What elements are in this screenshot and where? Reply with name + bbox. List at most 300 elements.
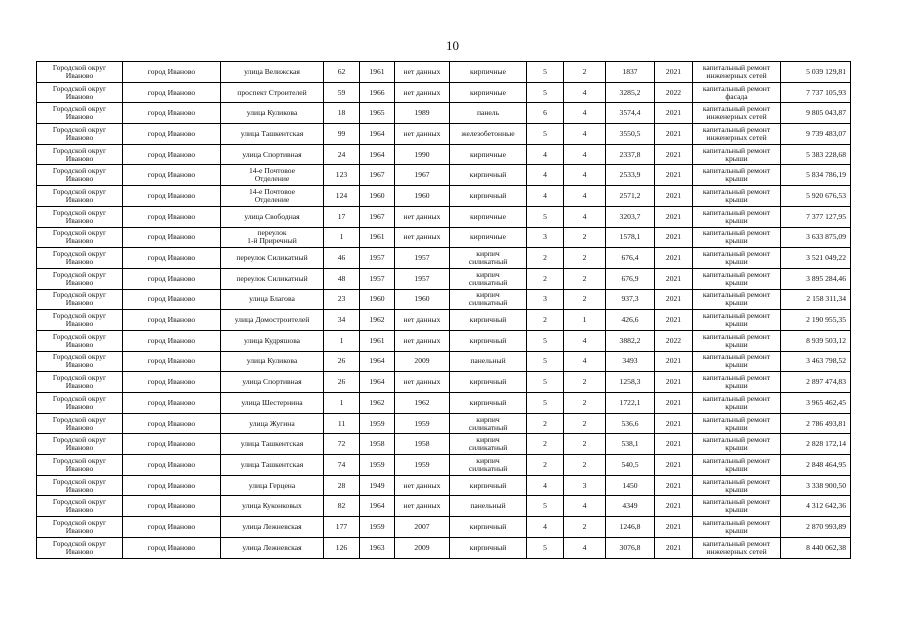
cost-cell: 7 737 105,93: [781, 82, 851, 103]
street-cell: 14-е Почтовое Отделение: [221, 165, 324, 186]
floors-cell: 4: [527, 186, 564, 207]
year-built-cell: 1959: [360, 413, 395, 434]
work-type-cell: капитальный ремонт крыши: [693, 330, 781, 351]
work-type-cell: капитальный ремонт крыши: [693, 310, 781, 331]
work-type-cell: капитальный ремонт крыши: [693, 434, 781, 455]
work-type-cell: капитальный ремонт крыши: [693, 496, 781, 517]
plan-year-cell: 2021: [655, 144, 693, 165]
work-type-cell: капитальный ремонт крыши: [693, 289, 781, 310]
work-type-cell: капитальный ремонт крыши: [693, 248, 781, 269]
area-cell: 937,3: [606, 289, 655, 310]
settlement-cell: город Иваново: [123, 103, 221, 124]
settlement-cell: город Иваново: [123, 517, 221, 538]
table-row: [37, 144, 851, 165]
street-cell: улица Шестернина: [221, 393, 324, 414]
house-number-cell: 23: [324, 289, 360, 310]
plan-year-cell: 2021: [655, 413, 693, 434]
year-repair-cell: 1957: [395, 248, 450, 269]
settlement-cell: город Иваново: [123, 186, 221, 207]
street-cell: переулок 1-й Приречный: [221, 227, 324, 248]
table-row: [37, 537, 851, 558]
entrances-cell: 4: [564, 124, 606, 145]
year-built-cell: 1964: [360, 496, 395, 517]
house-number-cell: 1: [324, 227, 360, 248]
table-row: [37, 227, 851, 248]
plan-year-cell: 2021: [655, 248, 693, 269]
entrances-cell: 2: [564, 413, 606, 434]
house-number-cell: 18: [324, 103, 360, 124]
entrances-cell: 2: [564, 289, 606, 310]
plan-year-cell: 2021: [655, 289, 693, 310]
settlement-cell: город Иваново: [123, 268, 221, 289]
settlement-cell: город Иваново: [123, 537, 221, 558]
table-row: [37, 517, 851, 538]
wall-material-cell: кирпич силикатный: [450, 248, 527, 269]
street-cell: улица Благова: [221, 289, 324, 310]
plan-year-cell: 2021: [655, 206, 693, 227]
floors-cell: 5: [527, 206, 564, 227]
house-number-cell: 46: [324, 248, 360, 269]
district-cell: Городской округ Иваново: [37, 103, 123, 124]
table-row: [37, 372, 851, 393]
settlement-cell: город Иваново: [123, 372, 221, 393]
year-repair-cell: 1967: [395, 165, 450, 186]
cost-cell: 2 158 311,34: [781, 289, 851, 310]
district-cell: Городской округ Иваново: [37, 537, 123, 558]
settlement-cell: город Иваново: [123, 144, 221, 165]
area-cell: 1450: [606, 475, 655, 496]
floors-cell: 3: [527, 289, 564, 310]
settlement-cell: город Иваново: [123, 248, 221, 269]
wall-material-cell: кирпич силикатный: [450, 434, 527, 455]
district-cell: Городской округ Иваново: [37, 475, 123, 496]
wall-material-cell: кирпич силикатный: [450, 413, 527, 434]
year-built-cell: 1957: [360, 248, 395, 269]
area-cell: 540,5: [606, 455, 655, 476]
wall-material-cell: панельный: [450, 496, 527, 517]
floors-cell: 6: [527, 103, 564, 124]
plan-year-cell: 2021: [655, 517, 693, 538]
area-cell: 2337,8: [606, 144, 655, 165]
year-repair-cell: 1989: [395, 103, 450, 124]
floors-cell: 2: [527, 413, 564, 434]
year-repair-cell: нет данных: [395, 82, 450, 103]
year-repair-cell: 1990: [395, 144, 450, 165]
cost-cell: 3 521 049,22: [781, 248, 851, 269]
work-type-cell: капитальный ремонт крыши: [693, 393, 781, 414]
cost-cell: 3 895 284,46: [781, 268, 851, 289]
floors-cell: 5: [527, 124, 564, 145]
work-type-cell: капитальный ремонт крыши: [693, 206, 781, 227]
floors-cell: 2: [527, 434, 564, 455]
wall-material-cell: железобетонные: [450, 124, 527, 145]
district-cell: Городской округ Иваново: [37, 268, 123, 289]
district-cell: Городской округ Иваново: [37, 393, 123, 414]
area-cell: 1258,3: [606, 372, 655, 393]
area-cell: 676,4: [606, 248, 655, 269]
entrances-cell: 2: [564, 455, 606, 476]
settlement-cell: город Иваново: [123, 62, 221, 83]
housing-repair-table: [36, 61, 851, 559]
year-repair-cell: 1960: [395, 289, 450, 310]
table-row: [37, 310, 851, 331]
house-number-cell: 11: [324, 413, 360, 434]
plan-year-cell: 2021: [655, 537, 693, 558]
house-number-cell: 34: [324, 310, 360, 331]
cost-cell: 5 834 786,19: [781, 165, 851, 186]
settlement-cell: город Иваново: [123, 206, 221, 227]
street-cell: улица Ташкентская: [221, 124, 324, 145]
house-number-cell: 177: [324, 517, 360, 538]
house-number-cell: 82: [324, 496, 360, 517]
year-built-cell: 1958: [360, 434, 395, 455]
table-row: [37, 330, 851, 351]
entrances-cell: 2: [564, 227, 606, 248]
floors-cell: 5: [527, 62, 564, 83]
street-cell: улица Велижская: [221, 62, 324, 83]
wall-material-cell: кирпичный: [450, 165, 527, 186]
year-built-cell: 1959: [360, 455, 395, 476]
area-cell: 3285,2: [606, 82, 655, 103]
district-cell: Городской округ Иваново: [37, 310, 123, 331]
work-type-cell: капитальный ремонт крыши: [693, 475, 781, 496]
area-cell: 3550,5: [606, 124, 655, 145]
work-type-cell: капитальный ремонт крыши: [693, 186, 781, 207]
district-cell: Городской округ Иваново: [37, 124, 123, 145]
entrances-cell: 1: [564, 310, 606, 331]
work-type-cell: капитальный ремонт крыши: [693, 351, 781, 372]
area-cell: 3493: [606, 351, 655, 372]
house-number-cell: 26: [324, 372, 360, 393]
floors-cell: 5: [527, 393, 564, 414]
area-cell: 536,6: [606, 413, 655, 434]
table-row: [37, 206, 851, 227]
floors-cell: 2: [527, 248, 564, 269]
entrances-cell: 4: [564, 206, 606, 227]
district-cell: Городской округ Иваново: [37, 206, 123, 227]
floors-cell: 5: [527, 496, 564, 517]
year-repair-cell: нет данных: [395, 372, 450, 393]
work-type-cell: капитальный ремонт крыши: [693, 413, 781, 434]
year-repair-cell: 1958: [395, 434, 450, 455]
plan-year-cell: 2021: [655, 165, 693, 186]
district-cell: Городской округ Иваново: [37, 165, 123, 186]
settlement-cell: город Иваново: [123, 413, 221, 434]
plan-year-cell: 2021: [655, 372, 693, 393]
wall-material-cell: кирпич силикатный: [450, 268, 527, 289]
table-body: [37, 62, 851, 559]
work-type-cell: капитальный ремонт инженерных сетей: [693, 103, 781, 124]
table-row: [37, 165, 851, 186]
house-number-cell: 74: [324, 455, 360, 476]
cost-cell: 3 463 798,52: [781, 351, 851, 372]
work-type-cell: капитальный ремонт крыши: [693, 455, 781, 476]
settlement-cell: город Иваново: [123, 124, 221, 145]
plan-year-cell: 2021: [655, 186, 693, 207]
cost-cell: 2 828 172,14: [781, 434, 851, 455]
street-cell: улица Спортивная: [221, 144, 324, 165]
entrances-cell: 4: [564, 82, 606, 103]
settlement-cell: город Иваново: [123, 82, 221, 103]
wall-material-cell: кирпичный: [450, 310, 527, 331]
wall-material-cell: кирпичный: [450, 372, 527, 393]
floors-cell: 4: [527, 144, 564, 165]
table-row: [37, 62, 851, 83]
house-number-cell: 123: [324, 165, 360, 186]
street-cell: улица Ташкентская: [221, 455, 324, 476]
plan-year-cell: 2021: [655, 351, 693, 372]
cost-cell: 2 870 993,89: [781, 517, 851, 538]
plan-year-cell: 2021: [655, 268, 693, 289]
street-cell: улица Лежневская: [221, 537, 324, 558]
district-cell: Городской округ Иваново: [37, 186, 123, 207]
plan-year-cell: 2021: [655, 434, 693, 455]
cost-cell: 4 312 642,36: [781, 496, 851, 517]
work-type-cell: капитальный ремонт инженерных сетей: [693, 537, 781, 558]
settlement-cell: город Иваново: [123, 165, 221, 186]
entrances-cell: 4: [564, 496, 606, 517]
year-repair-cell: 1962: [395, 393, 450, 414]
house-number-cell: 126: [324, 537, 360, 558]
plan-year-cell: 2021: [655, 496, 693, 517]
district-cell: Городской округ Иваново: [37, 517, 123, 538]
district-cell: Городской округ Иваново: [37, 227, 123, 248]
area-cell: 538,1: [606, 434, 655, 455]
year-built-cell: 1959: [360, 517, 395, 538]
entrances-cell: 2: [564, 248, 606, 269]
table-row: [37, 413, 851, 434]
entrances-cell: 4: [564, 186, 606, 207]
year-built-cell: 1964: [360, 372, 395, 393]
district-cell: Городской округ Иваново: [37, 351, 123, 372]
district-cell: Городской округ Иваново: [37, 434, 123, 455]
street-cell: улица Куликова: [221, 351, 324, 372]
area-cell: 3574,4: [606, 103, 655, 124]
year-repair-cell: нет данных: [395, 227, 450, 248]
floors-cell: 3: [527, 227, 564, 248]
cost-cell: 7 377 127,95: [781, 206, 851, 227]
district-cell: Городской округ Иваново: [37, 413, 123, 434]
house-number-cell: 99: [324, 124, 360, 145]
year-built-cell: 1949: [360, 475, 395, 496]
floors-cell: 5: [527, 537, 564, 558]
year-repair-cell: 1960: [395, 186, 450, 207]
plan-year-cell: 2022: [655, 330, 693, 351]
house-number-cell: 72: [324, 434, 360, 455]
street-cell: улица Лежневская: [221, 517, 324, 538]
work-type-cell: капитальный ремонт инженерных сетей: [693, 62, 781, 83]
area-cell: 676,9: [606, 268, 655, 289]
street-cell: улица Куконковых: [221, 496, 324, 517]
floors-cell: 2: [527, 455, 564, 476]
settlement-cell: город Иваново: [123, 227, 221, 248]
plan-year-cell: 2021: [655, 124, 693, 145]
street-cell: 14-е Почтовое Отделение: [221, 186, 324, 207]
area-cell: 4349: [606, 496, 655, 517]
entrances-cell: 2: [564, 517, 606, 538]
entrances-cell: 2: [564, 434, 606, 455]
area-cell: 426,6: [606, 310, 655, 331]
area-cell: 3076,8: [606, 537, 655, 558]
work-type-cell: капитальный ремонт крыши: [693, 227, 781, 248]
settlement-cell: город Иваново: [123, 455, 221, 476]
year-repair-cell: нет данных: [395, 330, 450, 351]
year-repair-cell: 2009: [395, 351, 450, 372]
year-repair-cell: 2009: [395, 537, 450, 558]
year-repair-cell: нет данных: [395, 206, 450, 227]
floors-cell: 4: [527, 165, 564, 186]
wall-material-cell: кирпичные: [450, 82, 527, 103]
cost-cell: 9 739 483,07: [781, 124, 851, 145]
cost-cell: 9 805 043,87: [781, 103, 851, 124]
year-built-cell: 1957: [360, 268, 395, 289]
year-repair-cell: 1959: [395, 413, 450, 434]
table-row: [37, 434, 851, 455]
wall-material-cell: кирпичные: [450, 144, 527, 165]
floors-cell: 4: [527, 475, 564, 496]
year-built-cell: 1967: [360, 206, 395, 227]
year-built-cell: 1963: [360, 537, 395, 558]
district-cell: Городской округ Иваново: [37, 248, 123, 269]
year-repair-cell: нет данных: [395, 496, 450, 517]
street-cell: переулок Силикатный: [221, 268, 324, 289]
floors-cell: 5: [527, 372, 564, 393]
house-number-cell: 17: [324, 206, 360, 227]
street-cell: улица Свободная: [221, 206, 324, 227]
table-row: [37, 82, 851, 103]
table-row: [37, 351, 851, 372]
plan-year-cell: 2021: [655, 475, 693, 496]
house-number-cell: 28: [324, 475, 360, 496]
year-repair-cell: 1957: [395, 268, 450, 289]
cost-cell: 8 939 503,12: [781, 330, 851, 351]
settlement-cell: город Иваново: [123, 475, 221, 496]
settlement-cell: город Иваново: [123, 351, 221, 372]
cost-cell: 3 965 462,45: [781, 393, 851, 414]
work-type-cell: капитальный ремонт крыши: [693, 268, 781, 289]
year-built-cell: 1962: [360, 393, 395, 414]
wall-material-cell: кирпичные: [450, 206, 527, 227]
table-row: [37, 475, 851, 496]
area-cell: 1578,1: [606, 227, 655, 248]
entrances-cell: 3: [564, 475, 606, 496]
table-row: [37, 186, 851, 207]
entrances-cell: 4: [564, 330, 606, 351]
year-built-cell: 1964: [360, 144, 395, 165]
settlement-cell: город Иваново: [123, 289, 221, 310]
work-type-cell: капитальный ремонт крыши: [693, 165, 781, 186]
floors-cell: 4: [527, 517, 564, 538]
year-built-cell: 1966: [360, 82, 395, 103]
street-cell: улица Ташкентская: [221, 434, 324, 455]
cost-cell: 5 383 228,68: [781, 144, 851, 165]
district-cell: Городской округ Иваново: [37, 330, 123, 351]
year-built-cell: 1964: [360, 351, 395, 372]
house-number-cell: 124: [324, 186, 360, 207]
street-cell: улица Спортивная: [221, 372, 324, 393]
cost-cell: 2 190 955,35: [781, 310, 851, 331]
floors-cell: 5: [527, 82, 564, 103]
cost-cell: 2 897 474,83: [781, 372, 851, 393]
work-type-cell: капитальный ремонт крыши: [693, 144, 781, 165]
table-row: [37, 289, 851, 310]
year-repair-cell: 1959: [395, 455, 450, 476]
wall-material-cell: кирпич силикатный: [450, 289, 527, 310]
cost-cell: 5 920 676,53: [781, 186, 851, 207]
plan-year-cell: 2021: [655, 393, 693, 414]
settlement-cell: город Иваново: [123, 330, 221, 351]
year-built-cell: 1965: [360, 103, 395, 124]
wall-material-cell: панель: [450, 103, 527, 124]
district-cell: Городской округ Иваново: [37, 372, 123, 393]
plan-year-cell: 2021: [655, 62, 693, 83]
wall-material-cell: кирпичный: [450, 330, 527, 351]
wall-material-cell: кирпичные: [450, 227, 527, 248]
cost-cell: 5 039 129,81: [781, 62, 851, 83]
table-row: [37, 268, 851, 289]
cost-cell: 2 786 493,81: [781, 413, 851, 434]
cost-cell: 3 338 900,50: [781, 475, 851, 496]
plan-year-cell: 2021: [655, 310, 693, 331]
floors-cell: 2: [527, 268, 564, 289]
entrances-cell: 4: [564, 537, 606, 558]
year-built-cell: 1967: [360, 165, 395, 186]
wall-material-cell: кирпичный: [450, 475, 527, 496]
table-row: [37, 124, 851, 145]
work-type-cell: капитальный ремонт фасада: [693, 82, 781, 103]
house-number-cell: 1: [324, 393, 360, 414]
year-repair-cell: нет данных: [395, 475, 450, 496]
plan-year-cell: 2022: [655, 82, 693, 103]
area-cell: 2533,9: [606, 165, 655, 186]
wall-material-cell: кирпичный: [450, 186, 527, 207]
page-number: 10: [446, 38, 459, 53]
house-number-cell: 48: [324, 268, 360, 289]
wall-material-cell: кирпичный: [450, 517, 527, 538]
year-repair-cell: нет данных: [395, 310, 450, 331]
table-row: [37, 496, 851, 517]
year-built-cell: 1961: [360, 62, 395, 83]
plan-year-cell: 2021: [655, 227, 693, 248]
plan-year-cell: 2021: [655, 103, 693, 124]
year-built-cell: 1960: [360, 289, 395, 310]
wall-material-cell: кирпич силикатный: [450, 455, 527, 476]
house-number-cell: 59: [324, 82, 360, 103]
year-repair-cell: 2007: [395, 517, 450, 538]
street-cell: улица Жугина: [221, 413, 324, 434]
district-cell: Городской округ Иваново: [37, 62, 123, 83]
plan-year-cell: 2021: [655, 455, 693, 476]
house-number-cell: 1: [324, 330, 360, 351]
house-number-cell: 26: [324, 351, 360, 372]
wall-material-cell: кирпичный: [450, 393, 527, 414]
work-type-cell: капитальный ремонт инженерных сетей: [693, 124, 781, 145]
floors-cell: 5: [527, 330, 564, 351]
street-cell: переулок Силикатный: [221, 248, 324, 269]
street-cell: улица Домостроителей: [221, 310, 324, 331]
area-cell: 1246,8: [606, 517, 655, 538]
floors-cell: 5: [527, 351, 564, 372]
entrances-cell: 2: [564, 393, 606, 414]
area-cell: 1722,1: [606, 393, 655, 414]
area-cell: 3882,2: [606, 330, 655, 351]
district-cell: Городской округ Иваново: [37, 82, 123, 103]
entrances-cell: 4: [564, 144, 606, 165]
street-cell: улица Герцена: [221, 475, 324, 496]
table-row: [37, 248, 851, 269]
house-number-cell: 24: [324, 144, 360, 165]
cost-cell: 3 633 875,09: [781, 227, 851, 248]
